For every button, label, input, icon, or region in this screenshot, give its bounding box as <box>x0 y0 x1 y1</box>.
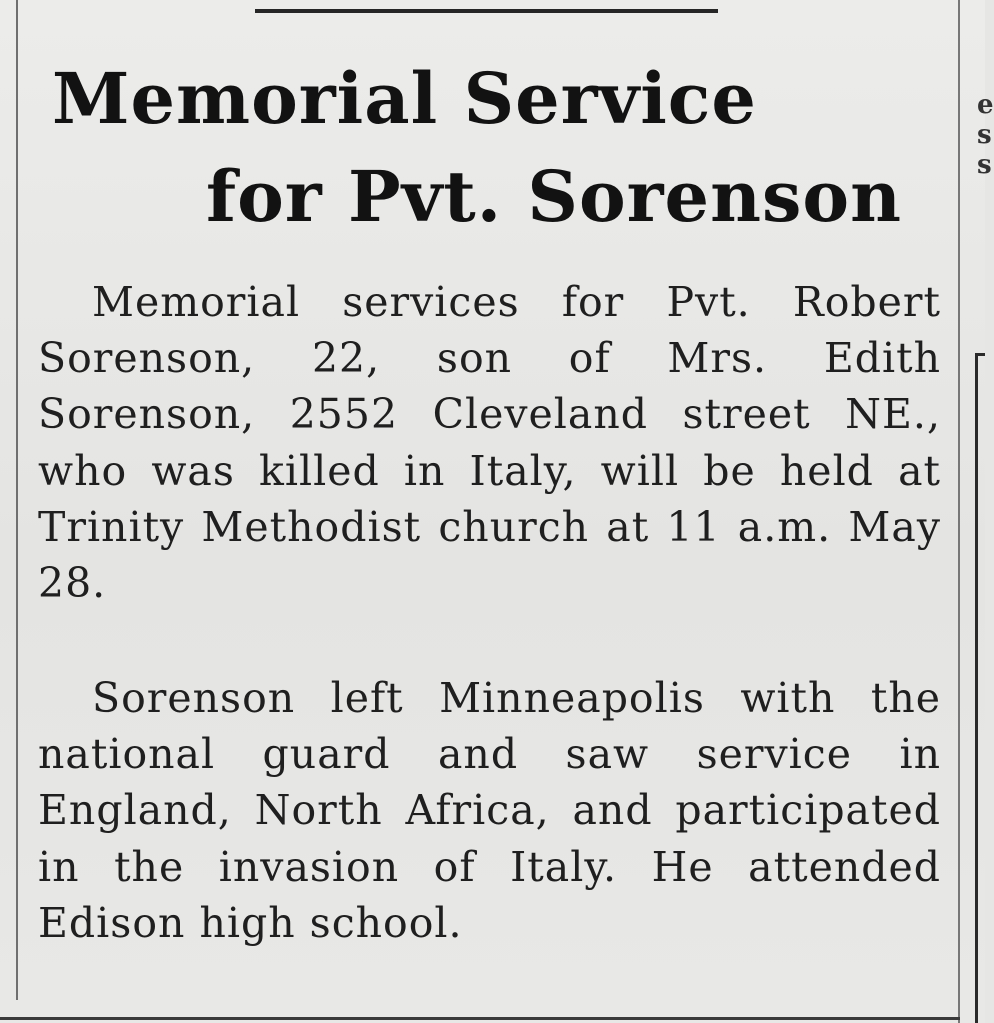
article-paragraph-2: Sorenson left Minneapolis with the national guard and saw service in England, North Africa, and participated in the invasion of Italy. He attended Edison high school. <box>38 674 941 947</box>
adjacent-column-border <box>975 355 978 1023</box>
headline-line-1: Memorial Service <box>52 57 757 140</box>
top-column-rule <box>255 9 718 13</box>
adjacent-column-fragment: e <box>977 90 994 120</box>
article-paragraph-1: Memorial services for Pvt. Robert Sorenson, 22, son of Mrs. Edith Sorenson, 2552 Cleveland street NE., who was killed in Italy, will be held at Trinity Methodist church at 11 a.m. May 28. <box>38 278 941 608</box>
right-column-divider <box>958 0 960 1023</box>
headline-line-2: for Pvt. Sorenson <box>206 155 902 238</box>
adjacent-column-fragment: s <box>977 150 992 180</box>
adjacent-column-tick <box>975 353 985 356</box>
adjacent-column-fragment: s <box>977 120 992 150</box>
left-column-divider <box>16 0 18 1000</box>
bottom-rule <box>0 1017 960 1020</box>
